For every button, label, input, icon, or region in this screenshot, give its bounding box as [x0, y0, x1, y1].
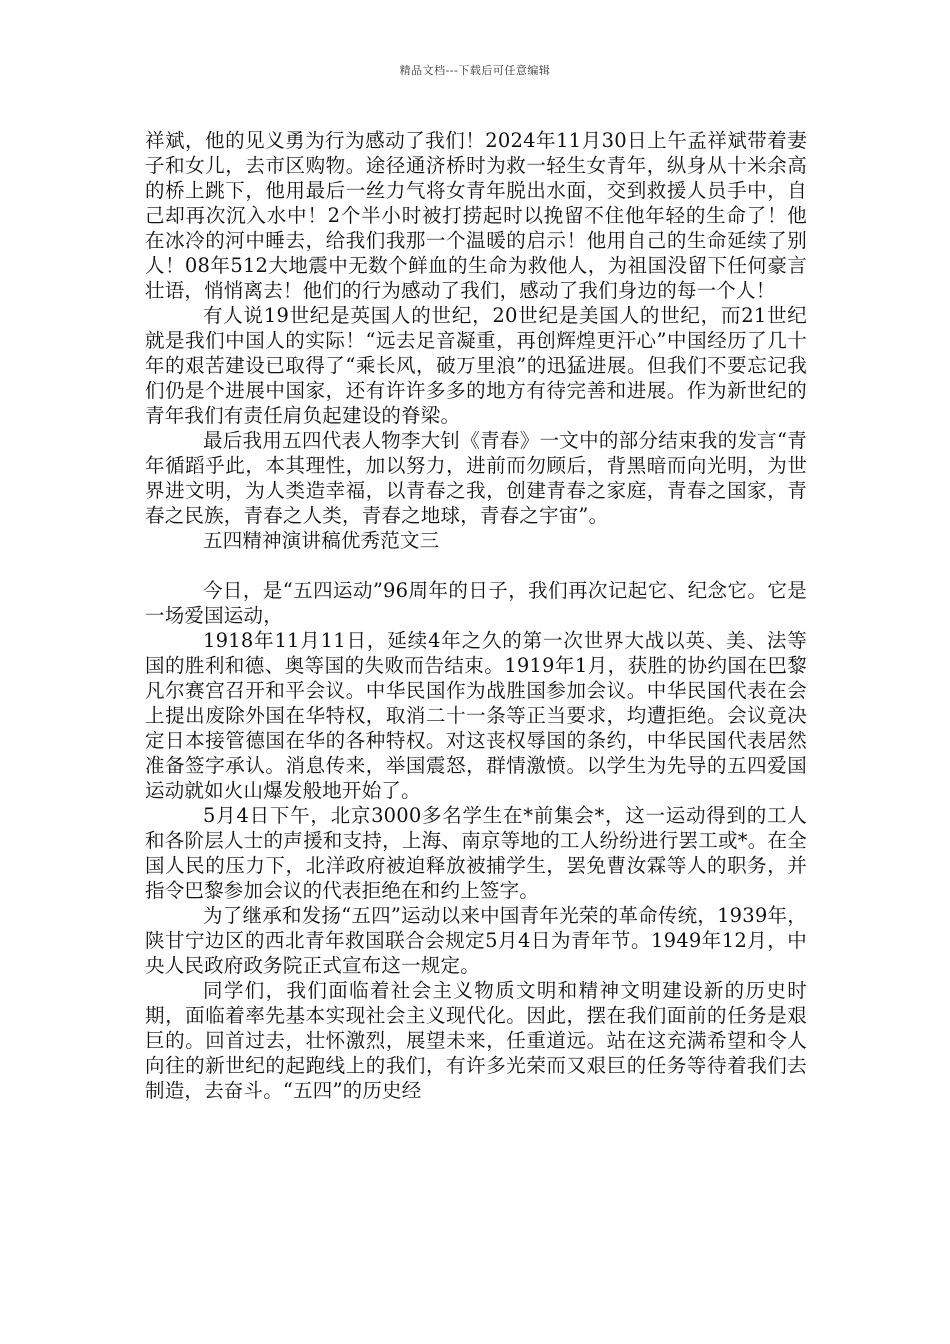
paragraph-youth-day: 为了继承和发扬“五四”运动以来中国青年光荣的革命传统，1939年，陕甘宁边区的西北青年救国联合会规定5月4日为青年节。1949年12月，中央人民政府政务院正式宣布这一规定。: [145, 904, 807, 977]
paragraph-intro: 今日，是“五四运动”96周年的日子，我们再次记起它、纪念它。它是一场爱国运动，: [145, 579, 807, 627]
document-body: [145, 128, 807, 1103]
blank-line: [145, 553, 807, 578]
paragraph-century: 有人说19世纪是英国人的世纪，20世纪是美国人的世纪，而21世纪就是我们中国人的实际！“远去足音凝重，再创辉煌更汗心”中国经历了几十年的艰苦建设已取得了“乘长风，破万里浪”的迅猛进展。但我们不要忘记我们仍是个进展中国家，还有许许多多的地方有待完善和进展。作为新世纪的青年我们有责任肩负起建设的脊梁。: [145, 304, 807, 427]
paragraph-story-continuation: 祥斌，他的见义勇为行为感动了我们！2024年11月30日上午孟祥斌带着妻子和女儿，去市区购物。途径通济桥时为救一轻生女青年，纵身从十米余高的桥上跳下，他用最后一丝力气将女青年脱出水面，交到救援人员手中，自己却再次沉入水中！2个半小时被打捞起时以挽留不住他年轻的生命了！他在冰冷的河中睡去，给我们我那一个温暖的启示！他用自己的生命延续了别人！08年512大地震中无数个鲜血的生命为救他人，为祖国没留下任何豪言壮语，悄悄离去！他们的行为感动了我们，感动了我们身边的每一个人！: [145, 129, 807, 302]
page-header: 精品文档---下载后可任意编辑: [399, 64, 551, 77]
paragraph-closing-quote: 最后我用五四代表人物李大钊《青春》一文中的部分结束我的发言“青年循蹈乎此，本其理性，加以努力，进前而勿顾后，背黑暗而向光明，为世界进文明，为人类造幸福，以青春之我，创建青春之家庭，青春之国家，青春之民族，青春之人类，青春之地球，青春之宇宙”。: [145, 429, 807, 527]
paragraph-classmates: 同学们，我们面临着社会主义物质文明和精神文明建设新的历史时期，面临着率先基本实现社会主义现代化。因此，摆在我们面前的任务是艰巨的。回首过去，壮怀激烈，展望未来，任重道远。站在这充满希望和令人向往的新世纪的起跑线上的我们，有许多光荣而又艰巨的任务等待着我们去制造，去奋斗。“五四”的历史经: [145, 979, 807, 1102]
paragraph-history-1918: 1918年11月11日，延续4年之久的第一次世界大战以英、美、法等国的胜利和德、奥等国的失败而告结束。1919年1月，获胜的协约国在巴黎凡尔赛宫召开和平会议。中华民国作为战胜国参加会议。中华民国代表在会上提出废除外国在华特权，取消二十一条等正当要求，均遭拒绝。会议竟决定日本接管德国在华的各种特权。对这丧权辱国的条约，中华民国代表居然准备签字承认。消息传来，举国震怒，群情激愤。以学生为先导的五四爱国运动就如火山爆发般地开始了。: [145, 629, 807, 802]
section-title: 五四精神演讲稿优秀范文三: [203, 529, 440, 552]
paragraph-may-fourth: 5月4日下午，北京3000多名学生在*前集会*，这一运动得到的工人和各阶层人士的声援和支持，上海、南京等地的工人纷纷进行罢工或*。在全国人民的压力下，北洋政府被迫释放被捕学生，罢免曹汝霖等人的职务，并指令巴黎参加会议的代表拒绝在和约上签字。: [145, 804, 807, 902]
